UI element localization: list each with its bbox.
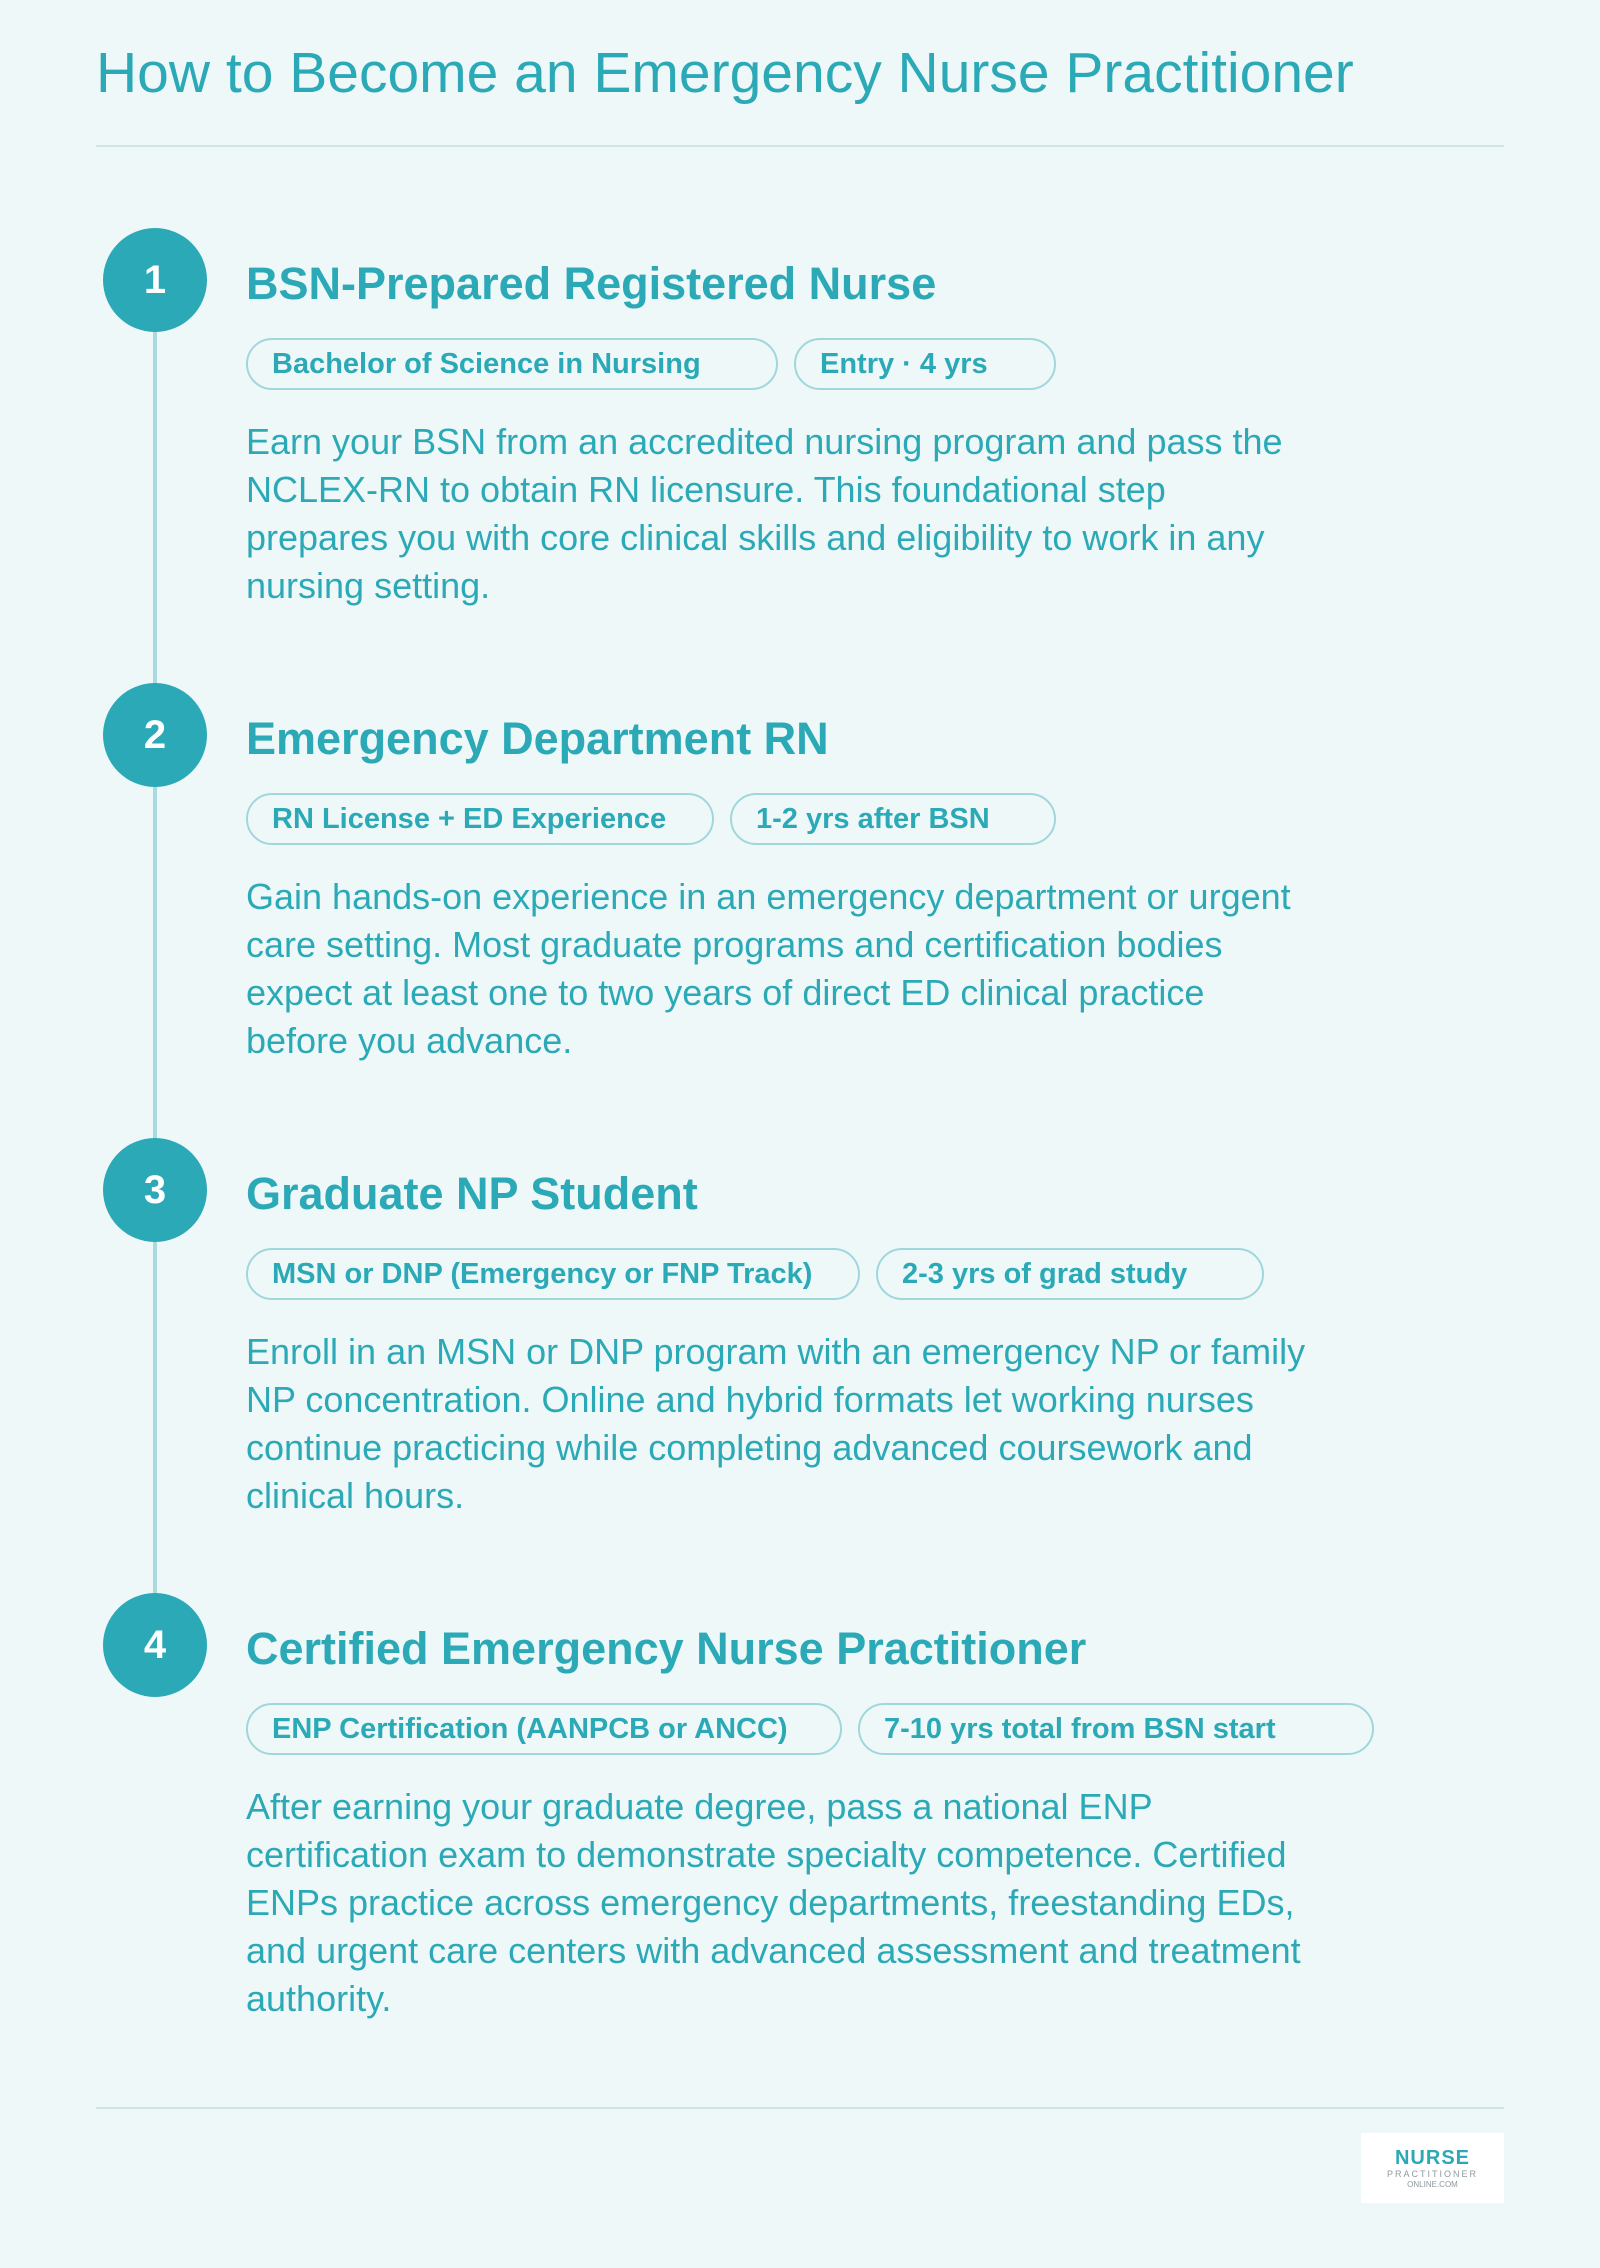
step-title: Certified Emergency Nurse Practitioner — [246, 1623, 1087, 1674]
footer-divider — [96, 2107, 1504, 2109]
step-title: Emergency Department RN — [246, 713, 829, 764]
logo-subtitle: PRACTITIONER — [1386, 2168, 1478, 2179]
step-title: Graduate NP Student — [246, 1168, 698, 1219]
header-divider — [96, 145, 1504, 147]
duration-tag: Entry · 4 yrs — [794, 338, 1056, 390]
credential-tag: MSN or DNP (Emergency or FNP Track) — [246, 1248, 860, 1300]
step-number-badge: 2 — [103, 683, 207, 787]
timeline-connector — [153, 300, 157, 1630]
step-title: BSN-Prepared Registered Nurse — [246, 258, 937, 309]
step-tags — [246, 793, 1056, 845]
step-description: After earning your graduate degree, pass a national ENP certification exam to demonstrate specialty competence. Certified ENPs practice across emergency departments, freestanding EDs, and urgent care centers with advanced assessment and treatment authority. — [246, 1786, 1301, 2019]
step-tags — [246, 1248, 1264, 1300]
step-tags — [246, 338, 1056, 390]
step-number-badge: 4 — [103, 1593, 207, 1697]
logo-wordmark: NURSE — [1394, 2146, 1470, 2169]
step-number-badge: 1 — [103, 228, 207, 332]
logo-url: ONLINE.COM — [1407, 2179, 1458, 2189]
duration-tag: 1-2 yrs after BSN — [730, 793, 1056, 845]
step-description: Enroll in an MSN or DNP program with an emergency NP or family NP concentration. Online and hybrid formats let working nurses continue practicing while completing advanced coursework and clinical hours. — [246, 1331, 1306, 1516]
duration-tag: 2-3 yrs of grad study — [876, 1248, 1264, 1300]
step-number-badge: 3 — [103, 1138, 207, 1242]
step-description: Gain hands-on experience in an emergency department or urgent care setting. Most graduate programs and certification bodies expect at least one to two years of direct ED clinical practice before you advance. — [246, 876, 1291, 1061]
step-description: Earn your BSN from an accredited nursing program and pass the NCLEX-RN to obtain RN licensure. This foundational step prepares you with core clinical skills and eligibility to work in any nursing setting. — [246, 421, 1283, 606]
brand-logo — [1361, 2133, 1504, 2203]
page-title: How to Become an Emergency Nurse Practitioner — [96, 41, 1354, 105]
credential-tag: Bachelor of Science in Nursing — [246, 338, 778, 390]
credential-tag: RN License + ED Experience — [246, 793, 714, 845]
credential-tag: ENP Certification (AANPCB or ANCC) — [246, 1703, 842, 1755]
duration-tag: 7-10 yrs total from BSN start — [858, 1703, 1374, 1755]
step-tags — [246, 1703, 1374, 1755]
